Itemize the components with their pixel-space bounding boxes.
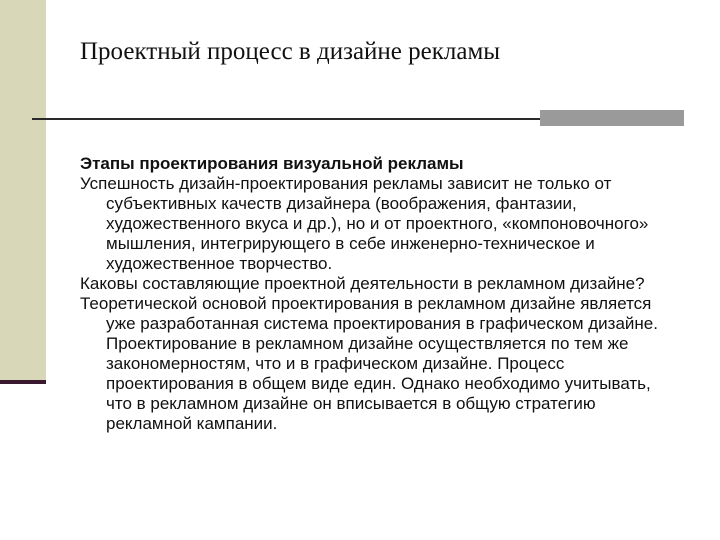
body-heading: Этапы проектирования визуальной рекламы bbox=[80, 154, 464, 173]
slide-body bbox=[80, 154, 680, 434]
left-decor-bar bbox=[0, 380, 46, 384]
title-divider bbox=[32, 118, 540, 120]
body-paragraph-3: Теоретической основой проектирования в рекламном дизайне является уже разработанная система проектирования в графическом дизайне. Проектирование в рекламном дизайне осуществляется по тем же закономерностям, что и в графическом дизайне. Процесс проектирования в общем виде един. Однако необходимо учитывать, что в рекламном дизайне он вписывается в общую стратегию рекламной кампании. bbox=[80, 294, 658, 433]
divider-accent-box bbox=[540, 110, 684, 126]
left-decor-band bbox=[0, 0, 46, 383]
slide-title: Проектный процесс в дизайне рекламы bbox=[80, 38, 501, 65]
body-paragraph-1: Успешность дизайн-проектирования рекламы зависит не только от субъективных качеств дизайнера (воображения, фантазии, художественного вкуса и др.), но и от проектного, «компоновочного» мышления, интегрирующего в себе инженерно-техническое и художественное творчество. bbox=[80, 174, 649, 273]
body-paragraph-2: Каковы составляющие проектной деятельности в рекламном дизайне? bbox=[80, 274, 645, 293]
